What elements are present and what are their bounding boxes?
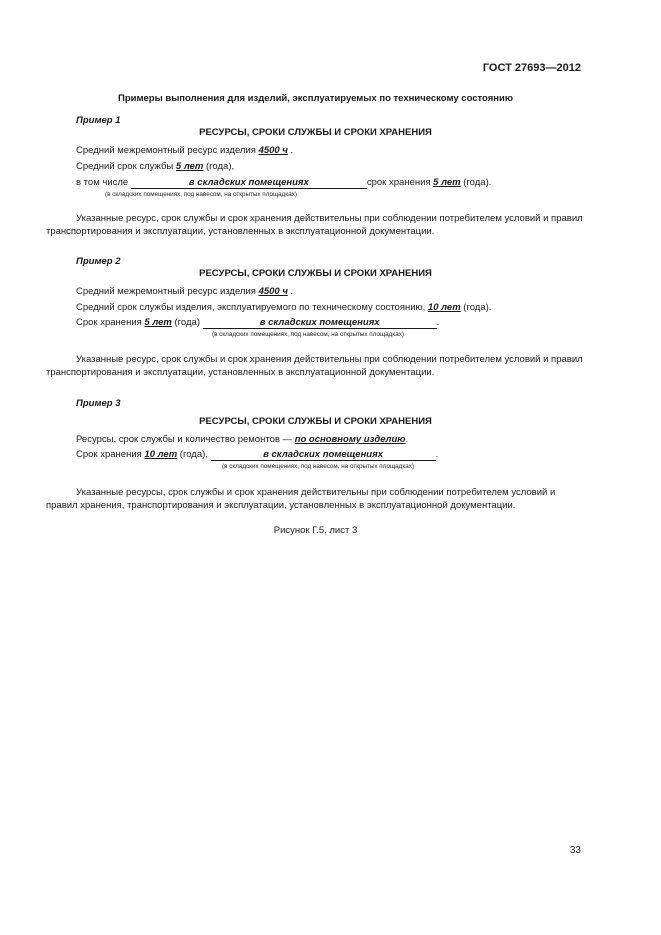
example-1-line-2 (76, 161, 234, 172)
filled-value: 5 лет (144, 317, 172, 328)
text: Ресурсы, срок службы и количество ремонтов — (76, 434, 293, 445)
figure-caption: Рисунок Г.5, лист 3 (273, 525, 358, 536)
example-3-note: Указанные ресурсы, срок службы и срок хранения действительны при соблюдении потребителем условий и правил хранения, транспортирования и эксплуатации, установленных в эксплуатационной документации. (46, 487, 556, 511)
text: . (290, 145, 294, 156)
filled-value: 5 лет (433, 177, 461, 188)
example-1-note: Указанные ресурс, срок службы и срок хранения действительны при соблюдении потребителем условий и правил транспортирования и эксплуатации, установленных в эксплуатационной документации. (46, 213, 583, 237)
example-3-title: РЕСУРСЫ, СРОКИ СЛУЖБЫ И СРОКИ ХРАНЕНИЯ (199, 416, 432, 427)
text: (года). (463, 302, 492, 313)
storage-place-field: в складских помещениях (203, 318, 437, 329)
example-2-title: РЕСУРСЫ, СРОКИ СЛУЖБЫ И СРОКИ ХРАНЕНИЯ (199, 268, 432, 279)
filled-value: 4500 ч (258, 286, 288, 297)
example-2-field-hint: (в складских помещениях, под навесом, на открытых площадках) (212, 331, 404, 338)
example-1-line-1 (76, 145, 293, 156)
text: (года), (179, 449, 208, 460)
example-3-line-1 (76, 434, 408, 445)
example-2-line-2 (76, 302, 491, 313)
example-3-label: Пример 3 (76, 398, 121, 409)
text: . (436, 317, 440, 328)
text: . (405, 434, 409, 445)
text: . (290, 286, 294, 297)
example-3-field-hint: (в складских помещениях, под навесом, на открытых площадках) (222, 463, 414, 470)
example-2-line-1 (76, 286, 293, 297)
text: Срок хранения (76, 449, 142, 460)
example-2-line-3 (76, 317, 439, 329)
example-2-label: Пример 2 (76, 256, 121, 267)
filled-value: 4500 ч (258, 145, 288, 156)
example-1-label: Пример 1 (76, 115, 121, 126)
filled-value: по основному изделию (294, 434, 406, 445)
text: (года), (206, 161, 235, 172)
filled-value: 10 лет (427, 302, 461, 313)
page-subtitle: Примеры выполнения для изделий, эксплуатируемых по техническому состоянию (118, 93, 513, 104)
page-number: 33 (569, 845, 581, 856)
example-1-line-3 (76, 177, 491, 189)
text: Срок хранения (76, 317, 142, 328)
example-2-note: Указанные ресурс, срок службы и срок хранения действительны при соблюдении потребителем условий и правил транспортирования и эксплуатации, установленных в эксплуатационной документации. (46, 354, 583, 378)
text: (года). (463, 177, 492, 188)
filled-value: 5 лет (175, 161, 204, 172)
text: в том числе (76, 177, 129, 188)
text: срок хранения (366, 177, 431, 188)
text: (года) (174, 317, 201, 328)
text: Средний срок службы изделия, эксплуатируемого по техническому состоянию, (76, 302, 426, 313)
storage-place-field: в складских помещениях (211, 450, 436, 461)
example-3-line-2 (76, 449, 438, 461)
text: Средний межремонтный ресурс изделия (76, 286, 256, 297)
example-1-field-hint: (в складских помещениях, под навесом, на открытых площадках) (105, 191, 297, 198)
text: Средний межремонтный ресурс изделия (76, 145, 256, 156)
storage-place-field: в складских помещениях (131, 178, 367, 189)
text: Средний срок службы (76, 161, 174, 172)
filled-value: 10 лет (144, 449, 178, 460)
text: . (435, 449, 439, 460)
document-code: ГОСТ 27693—2012 (482, 62, 581, 74)
example-1-title: РЕСУРСЫ, СРОКИ СЛУЖБЫ И СРОКИ ХРАНЕНИЯ (199, 127, 432, 138)
